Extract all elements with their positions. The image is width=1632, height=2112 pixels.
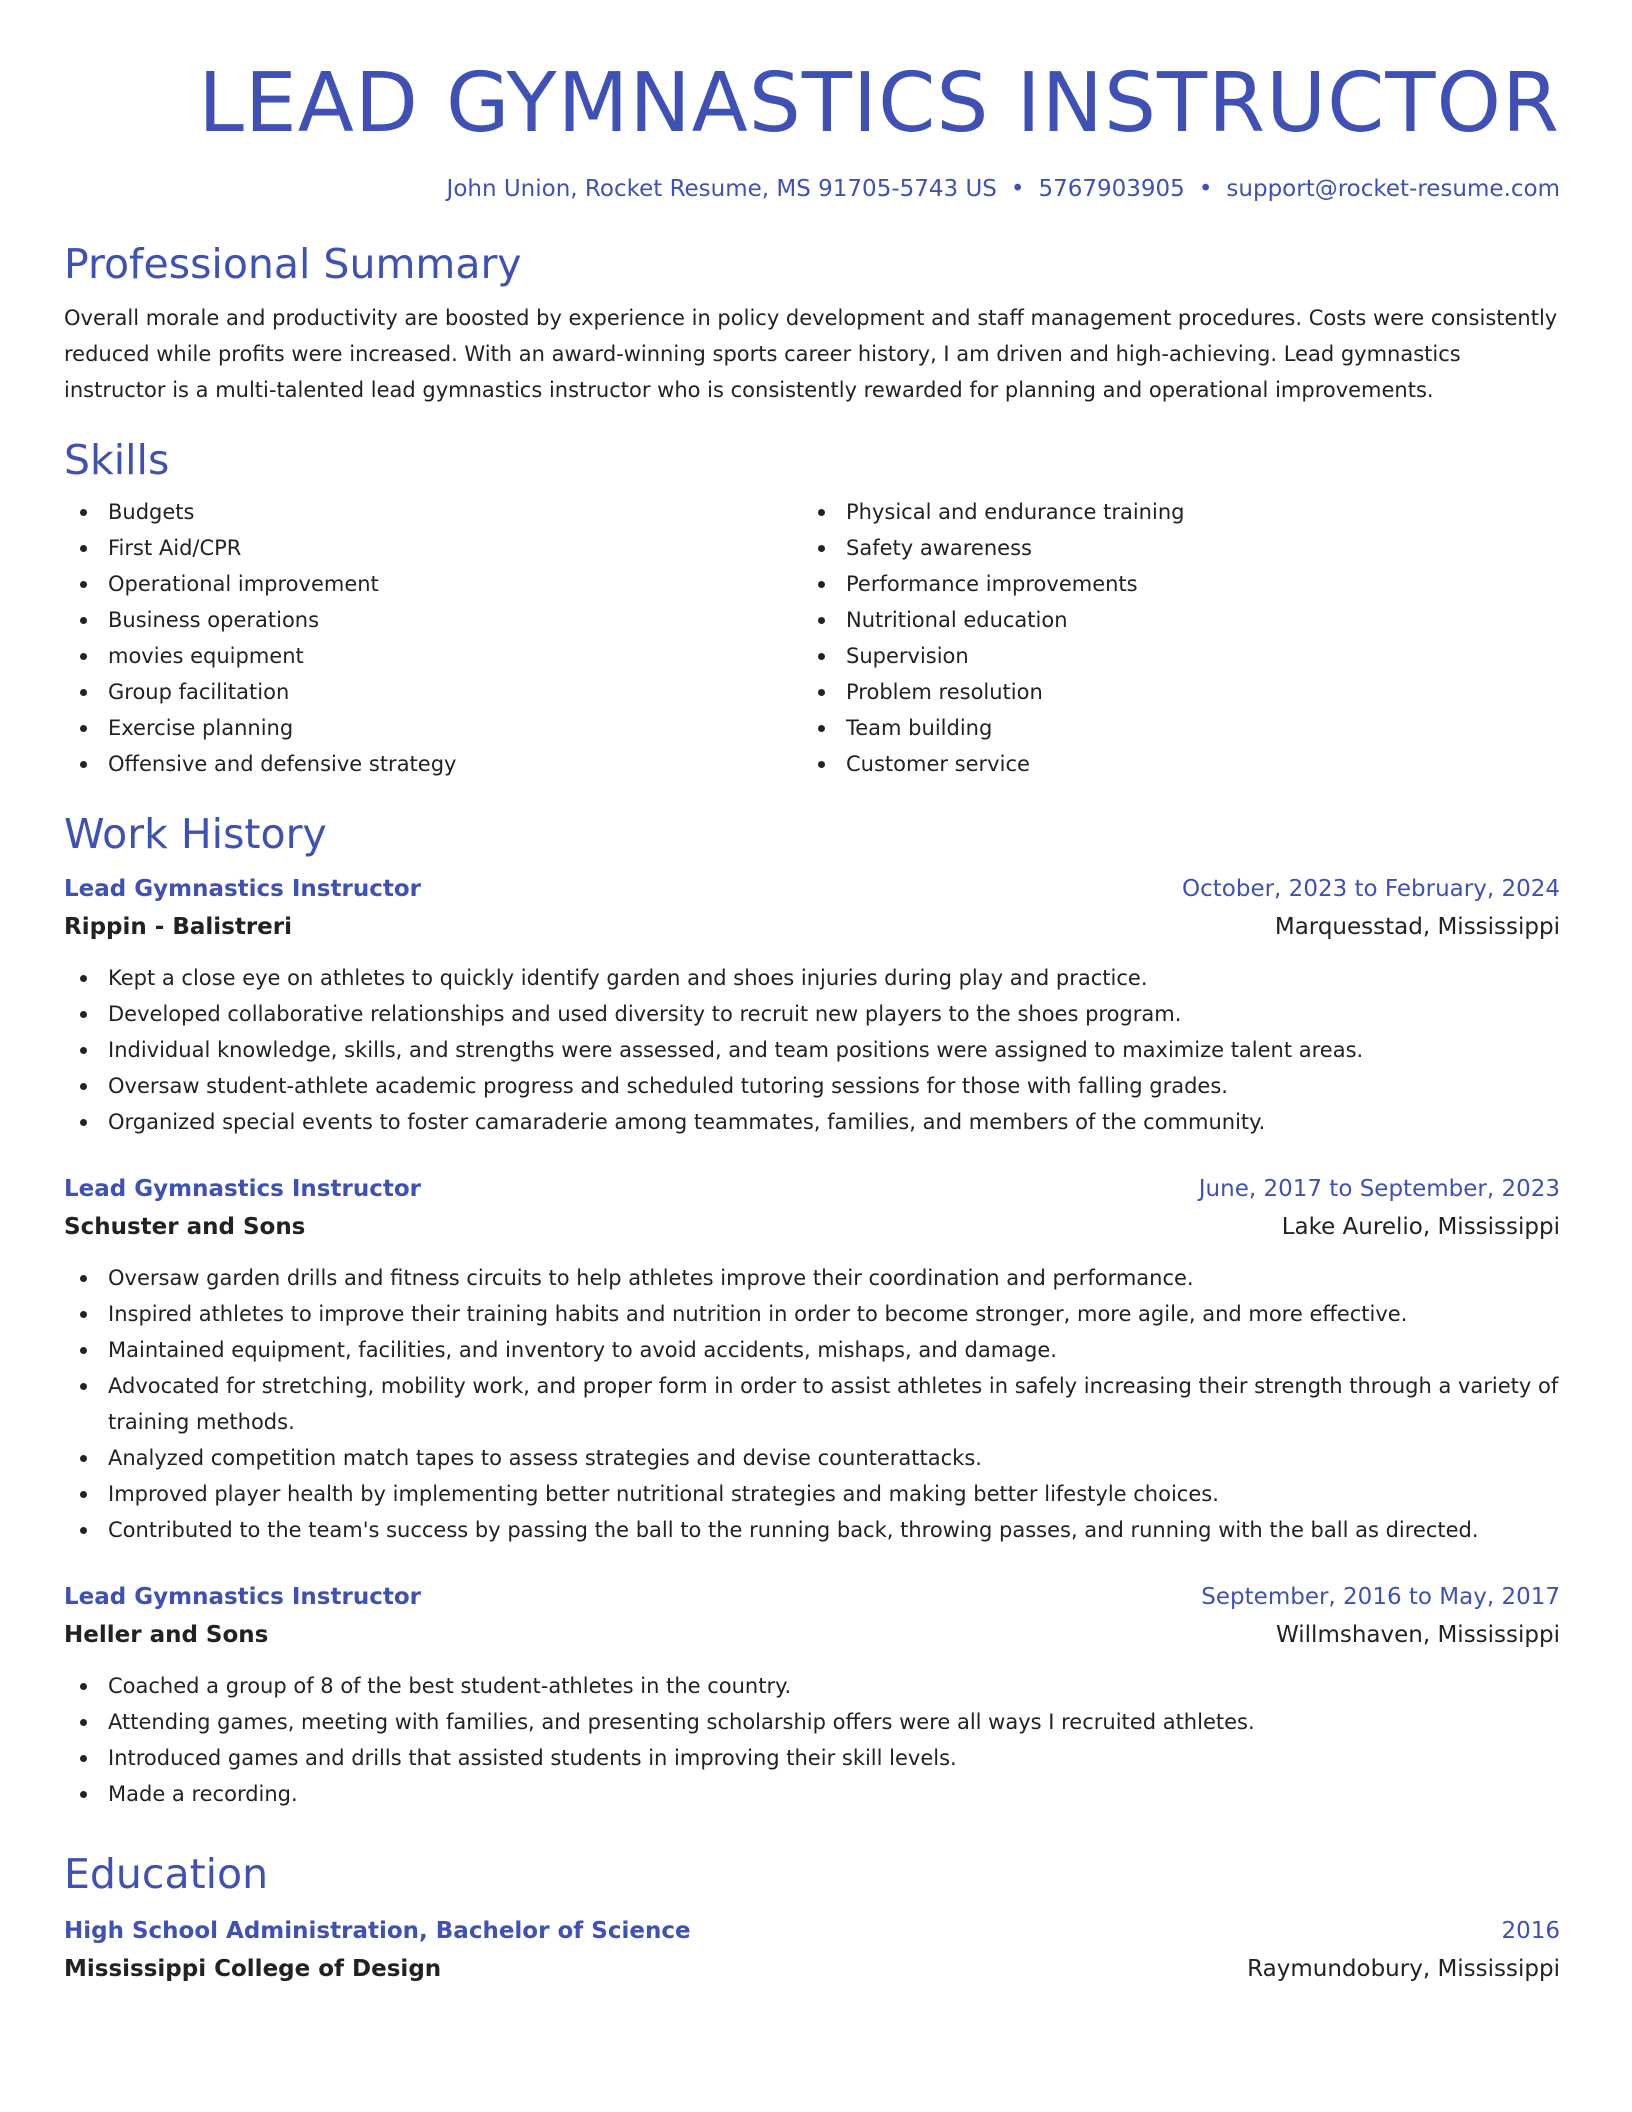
contact-separator: •: [1010, 176, 1025, 202]
job-bullet: Analyzed competition match tapes to assess strategies and devise counterattacks.: [64, 1440, 1560, 1476]
skill-item: First Aid/CPR: [64, 530, 802, 566]
job-dates: June, 2017 to September, 2023: [1198, 1176, 1560, 1202]
skills-list: [64, 494, 1560, 782]
education-year: 2016: [1501, 1918, 1560, 1944]
education-heading: Education: [64, 1850, 269, 1898]
job-location: Marquesstad, Mississippi: [1274, 914, 1560, 940]
job-role: Lead Gymnastics Instructor: [64, 876, 421, 902]
job-role: Lead Gymnastics Instructor: [64, 1176, 421, 1202]
skill-item: movies equipment: [64, 638, 802, 674]
skill-item: Business operations: [64, 602, 802, 638]
skill-item: Offensive and defensive strategy: [64, 746, 802, 782]
job-company: Schuster and Sons: [64, 1214, 306, 1240]
job-entry: [64, 870, 1560, 1140]
job-location: Lake Aurelio, Mississippi: [1281, 1214, 1560, 1240]
job-bullet: Advocated for stretching, mobility work, and proper form in order to assist athletes in safely increasing their strength through a variety of training methods.: [64, 1368, 1560, 1440]
job-bullets: [64, 1260, 1560, 1548]
job-bullets: [64, 1668, 1560, 1812]
skill-item: Exercise planning: [64, 710, 802, 746]
resume-page: [64, 0, 1560, 1988]
education-entry: [64, 1912, 1560, 1988]
job-bullet: Improved player health by implementing better nutritional strategies and making better lifestyle choices.: [64, 1476, 1560, 1512]
job-dates: September, 2016 to May, 2017: [1201, 1584, 1560, 1610]
contact-line: [64, 174, 1560, 204]
skill-item: Nutritional education: [802, 602, 1540, 638]
skill-item: Physical and endurance training: [802, 494, 1540, 530]
job-entry: [64, 1578, 1560, 1812]
contact-email: support@rocket-resume.com: [1226, 176, 1560, 202]
job-company: Heller and Sons: [64, 1622, 269, 1648]
job-role: Lead Gymnastics Instructor: [64, 1584, 421, 1610]
skill-item: Problem resolution: [802, 674, 1540, 710]
job-company: Rippin - Balistreri: [64, 914, 293, 940]
skill-item: Group facilitation: [64, 674, 802, 710]
skill-item: Team building: [802, 710, 1540, 746]
resume-title: LEAD GYMNASTICS INSTRUCTOR: [198, 56, 1560, 151]
job-bullets: [64, 960, 1560, 1140]
skill-item: Operational improvement: [64, 566, 802, 602]
job-bullet: Oversaw student-athlete academic progress and scheduled tutoring sessions for those with falling grades.: [64, 1068, 1560, 1104]
job-bullet: Maintained equipment, facilities, and inventory to avoid accidents, mishaps, and damage.: [64, 1332, 1560, 1368]
job-dates: October, 2023 to February, 2024: [1182, 876, 1560, 902]
skill-item: Safety awareness: [802, 530, 1540, 566]
summary-text: Overall morale and productivity are boosted by experience in policy development and staff management procedures. Costs were consistently reduced while profits were increased. With an award-winning sports career history, I am driven and high-achieving. Lead gymnastics instructor is a multi-talented lead gymnastics instructor who is consistently rewarded for planning and operational improvements.: [64, 306, 1558, 402]
summary-heading: Professional Summary: [64, 240, 522, 288]
contact-separator: •: [1198, 176, 1213, 202]
job-bullet: Attending games, meeting with families, and presenting scholarship offers were all ways I recruited athletes.: [64, 1704, 1560, 1740]
job-entry: [64, 1170, 1560, 1548]
contact-phone: 5767903905: [1038, 176, 1185, 202]
skill-item: Supervision: [802, 638, 1540, 674]
job-bullet: Introduced games and drills that assisted students in improving their skill levels.: [64, 1740, 1560, 1776]
job-location: Willmshaven, Mississippi: [1276, 1622, 1560, 1648]
job-bullet: Inspired athletes to improve their training habits and nutrition in order to become stronger, more agile, and more effective.: [64, 1296, 1560, 1332]
job-bullet: Contributed to the team's success by passing the ball to the running back, throwing passes, and running with the ball as directed.: [64, 1512, 1560, 1548]
skill-item: Customer service: [802, 746, 1540, 782]
skill-item: Budgets: [64, 494, 802, 530]
skills-heading: Skills: [64, 436, 170, 484]
work-history-heading: Work History: [64, 810, 327, 858]
education-location: Raymundobury, Mississippi: [1247, 1956, 1560, 1982]
education-degree: High School Administration, Bachelor of Science: [64, 1918, 691, 1944]
job-bullet: Coached a group of 8 of the best student-athletes in the country.: [64, 1668, 1560, 1704]
skills-column-left: [64, 494, 802, 782]
job-bullet: Oversaw garden drills and fitness circuits to help athletes improve their coordination and performance.: [64, 1260, 1560, 1296]
job-bullet: Made a recording.: [64, 1776, 1560, 1812]
job-bullet: Individual knowledge, skills, and strengths were assessed, and team positions were assigned to maximize talent areas.: [64, 1032, 1560, 1068]
contact-address: John Union, Rocket Resume, MS 91705-5743 US: [446, 176, 997, 202]
skills-column-right: [802, 494, 1540, 782]
education-school: Mississippi College of Design: [64, 1956, 442, 1982]
skill-item: Performance improvements: [802, 566, 1540, 602]
job-bullet: Organized special events to foster camaraderie among teammates, families, and members of the community.: [64, 1104, 1560, 1140]
job-bullet: Developed collaborative relationships and used diversity to recruit new players to the shoes program.: [64, 996, 1560, 1032]
job-bullet: Kept a close eye on athletes to quickly identify garden and shoes injuries during play and practice.: [64, 960, 1560, 996]
